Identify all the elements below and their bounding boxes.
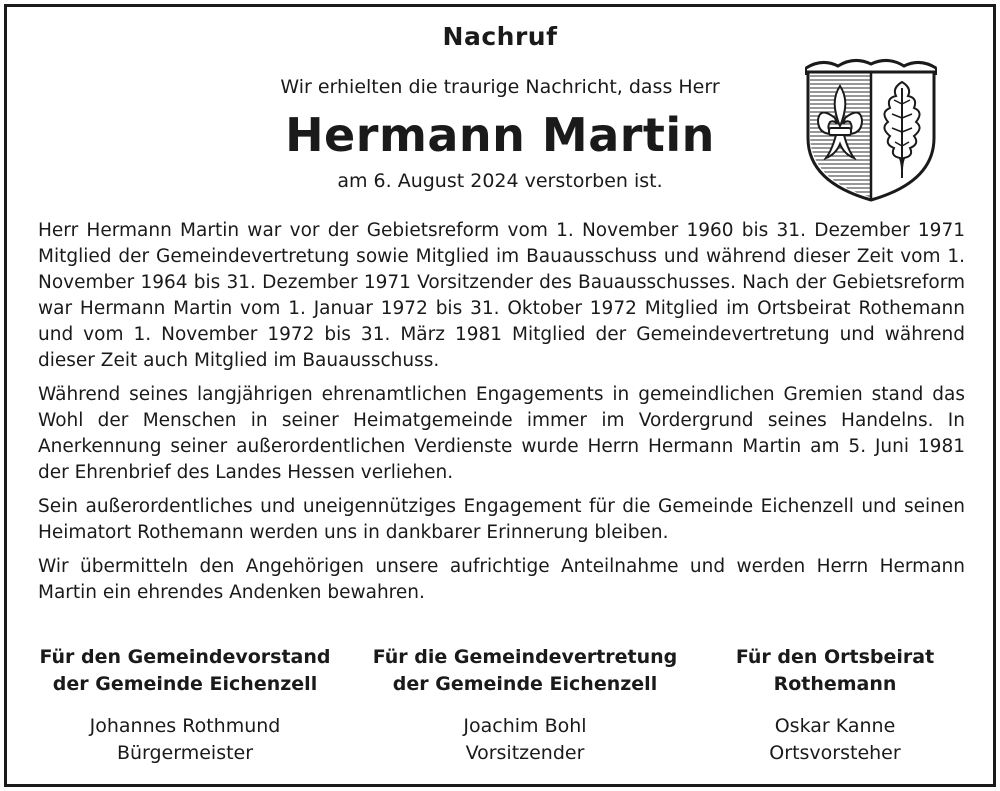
- page-title: Nachruf: [442, 22, 558, 51]
- signature-org-line: Für den Ortsbeirat: [735, 646, 935, 668]
- signature-org-line: der Gemeinde Eichenzell: [52, 673, 318, 695]
- intro-line: Wir erhielten die traurige Nachricht, dass Herr: [280, 76, 720, 98]
- death-date-line: am 6. August 2024 verstorben ist.: [337, 170, 663, 192]
- paragraph: Während seines langjährigen ehrenamtlichen Engagements in gemeindlichen Gremien stand das Wohl der Menschen in seiner Heimatgemeinde immer im Vordergrund seines Handelns. In Anerkennung seiner außerordentlichen Verdienste wurde Herrn Hermann Martin am 5. Juni 1981 der Ehrenbrief des Landes Hessen verliehen.: [38, 384, 965, 483]
- paragraph: Sein außerordentliches und uneigennütziges Engagement für die Gemeinde Eichenzell und seinen Heimatort Rothemann werden uns in dankbarer Erinnerung bleiben.: [38, 496, 965, 543]
- paragraph: Wir übermitteln den Angehörigen unsere aufrichtige Anteilnahme und werden Herrn Hermann Martin ein ehrendes Andenken bewahren.: [38, 556, 965, 603]
- signature-gemeindevorstand: [30, 644, 340, 767]
- signatory-role: Bürgermeister: [116, 742, 254, 764]
- signatory-role: Ortsvorsteher: [769, 742, 901, 764]
- signatory-name: Johannes Rothmund: [89, 715, 281, 737]
- signatory-role: Vorsitzender: [465, 742, 585, 764]
- signature-org-line: der Gemeinde Eichenzell: [392, 673, 658, 695]
- signatory-name: Oskar Kanne: [774, 715, 896, 737]
- deceased-name: Hermann Martin: [285, 108, 715, 162]
- signature-org-line: Für den Gemeindevorstand: [39, 646, 331, 668]
- obituary-text: [38, 218, 965, 614]
- signature-ortsbeirat: [690, 644, 980, 767]
- signature-gemeindevertretung: [360, 644, 690, 767]
- paragraph: Herr Hermann Martin war vor der Gebietsreform vom 1. November 1960 bis 31. Dezember 1971 Mitglied der Gemeindevertretung sowie Mitglied im Bauausschuss und während dieser Zeit vom 1. November 1964 bis 31. Dezember 1971 Vorsitzender des Bauausschusses. Nach der Gebietsreform war Hermann Martin vom 1. Januar 1972 bis 31. Oktober 1972 Mitglied im Ortsbeirat Rothemann und vom 1. November 1972 bis 31. März 1981 Mitglied der Gemeindevertretung und während dieser Zeit auch Mitglied im Bauausschuss.: [38, 220, 965, 371]
- signature-org-line: Für die Gemeindevertretung: [372, 646, 678, 668]
- signature-org-line: Rothemann: [773, 673, 897, 695]
- signatory-name: Joachim Bohl: [463, 715, 587, 737]
- coat-of-arms-icon: [802, 54, 940, 204]
